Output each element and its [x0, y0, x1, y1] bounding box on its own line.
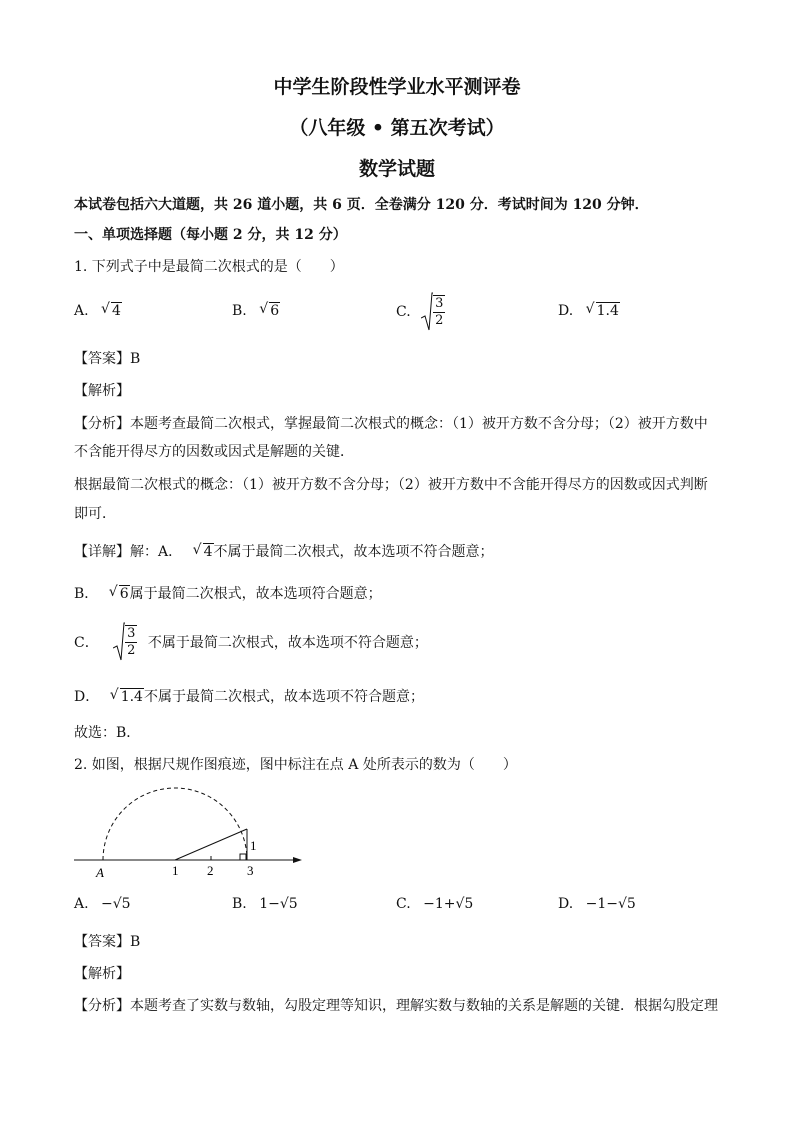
sqrt-expression: [193, 543, 214, 560]
numerator: 3: [127, 626, 136, 641]
sqrt-fraction: [421, 292, 445, 332]
analysis-text: 本题考查最简二次根式，掌握最简二次根式的概念：（1）被开方数不含分母；（2）被开方数中: [130, 416, 708, 432]
detail-text: 不属于最简二次根式，故本选项不符合题意；: [213, 544, 494, 560]
exam-subtitle: （八年级 • 第五次考试）: [289, 117, 505, 139]
radicand: 1.4: [596, 303, 619, 319]
q2-option-d: [558, 896, 636, 912]
detail-prefix: 解：A．: [130, 544, 183, 560]
q1-option-b: [232, 302, 280, 319]
detail-prefix: D．: [74, 689, 100, 705]
detail-text: 不属于最简二次根式，故本选项不符合题意；: [143, 689, 424, 705]
exam-intro: 本试卷包括六大道题，共 26 道小题，共 6 页．全卷满分 120 分．考试时间为 120 分钟．: [74, 197, 649, 213]
option-letter: C.: [396, 304, 411, 320]
q1-detail-b: [74, 583, 382, 603]
detail-prefix: B．: [74, 586, 99, 602]
detail-tag: 【详解】: [74, 544, 130, 560]
answer-value: B: [130, 351, 141, 367]
option-text: −1−√5: [585, 896, 636, 912]
answer-label: 【答案】: [74, 351, 130, 367]
q2-analysis-label: 【解析】: [74, 966, 130, 982]
section-title: 一、单项选择题（每小题 2 分，共 12 分）: [74, 227, 347, 243]
option-letter: D.: [558, 303, 574, 319]
compass-construction-figure: [72, 780, 312, 880]
fraction: [433, 295, 445, 329]
option-letter: A.: [74, 896, 89, 912]
detail-text: 属于最简二次根式，故本选项符合题意；: [129, 586, 382, 602]
option-letter: B.: [232, 896, 247, 912]
sqrt-fraction: [113, 622, 137, 662]
fraction: [125, 625, 137, 659]
q2-answer: [74, 931, 140, 951]
hypotenuse-segment: [175, 829, 247, 860]
q1-option-d: [558, 302, 620, 319]
q1-analysis-line-1: [74, 413, 708, 433]
answer-value: B: [130, 934, 141, 950]
height-label: 1: [250, 838, 257, 853]
tick-label-2: 2: [207, 863, 214, 878]
q1-choose: 故选：B．: [74, 725, 141, 741]
q1-detail-d: [74, 686, 424, 706]
point-a-label: A: [96, 865, 104, 880]
tick-label-1: 1: [172, 863, 179, 878]
radicand: 1.4: [120, 689, 143, 705]
radicand: 6: [119, 586, 129, 602]
option-text: 1−√5: [259, 896, 298, 912]
question-2-stem: 2. 如图，根据尺规作图痕迹，图中标注在点 A 处所表示的数为（ ）: [74, 757, 517, 773]
numerator: 3: [435, 296, 444, 311]
exam-subject: 数学试题: [358, 158, 435, 180]
question-1-stem: 1. 下列式子中是最简二次根式的是（ ）: [74, 259, 344, 275]
option-letter: D.: [558, 896, 574, 912]
exam-title: 中学生阶段性学业水平测评卷: [273, 76, 521, 98]
analysis-tag: 【分析】: [74, 998, 130, 1014]
radical-sign-icon: [421, 292, 433, 332]
right-angle-mark: [240, 854, 246, 860]
q1-detail-c: [74, 622, 428, 662]
sqrt-expression: [586, 302, 620, 319]
radicand: 4: [112, 303, 121, 319]
dashed-arc: [103, 788, 247, 860]
option-text: −√5: [101, 896, 131, 912]
sqrt-expression: [109, 585, 130, 602]
q1-detail-a: [74, 541, 494, 561]
option-text: −1+√5: [423, 896, 474, 912]
option-letter: A.: [74, 303, 89, 319]
sqrt-expression: [110, 688, 144, 705]
radicand: 6: [270, 303, 280, 319]
q2-option-a: [74, 896, 131, 912]
sqrt-expression: [259, 302, 280, 319]
answer-label: 【答案】: [74, 934, 130, 950]
detail-prefix: C．: [74, 635, 99, 651]
q1-analysis-line-3: 根据最简二次根式的概念：（1）被开方数不含分母；（2）被开方数中不含能开得尽方的因数或因式判断: [74, 477, 708, 493]
axis-arrow-icon: [293, 857, 302, 863]
q1-option-c: [396, 292, 445, 332]
q1-analysis-label: 【解析】: [74, 383, 130, 399]
detail-text: 不属于最简二次根式，故本选项不符合题意；: [147, 635, 428, 651]
q1-option-a: [74, 302, 122, 319]
tick-label-3: 3: [247, 863, 254, 878]
q1-analysis-line-4: 即可．: [74, 506, 116, 522]
option-letter: B.: [232, 303, 247, 319]
radicand: 4: [203, 544, 213, 560]
denominator: 2: [127, 643, 136, 658]
q1-answer: [74, 348, 140, 368]
q1-analysis-line-2: 不含能开得尽方的因数或因式是解题的关键．: [74, 444, 354, 460]
q2-option-b: [232, 896, 298, 912]
analysis-text: 本题考查了实数与数轴，勾股定理等知识，理解实数与数轴的关系是解题的关键．根据勾股定理: [130, 998, 718, 1014]
q2-analysis-line-1: [74, 995, 718, 1015]
radical-sign-icon: [113, 622, 125, 662]
sqrt-expression: [101, 302, 122, 319]
analysis-tag: 【分析】: [74, 416, 130, 432]
denominator: 2: [435, 313, 444, 328]
number-line-diagram: [72, 780, 312, 884]
option-letter: C.: [396, 896, 411, 912]
q2-option-c: [396, 896, 473, 912]
